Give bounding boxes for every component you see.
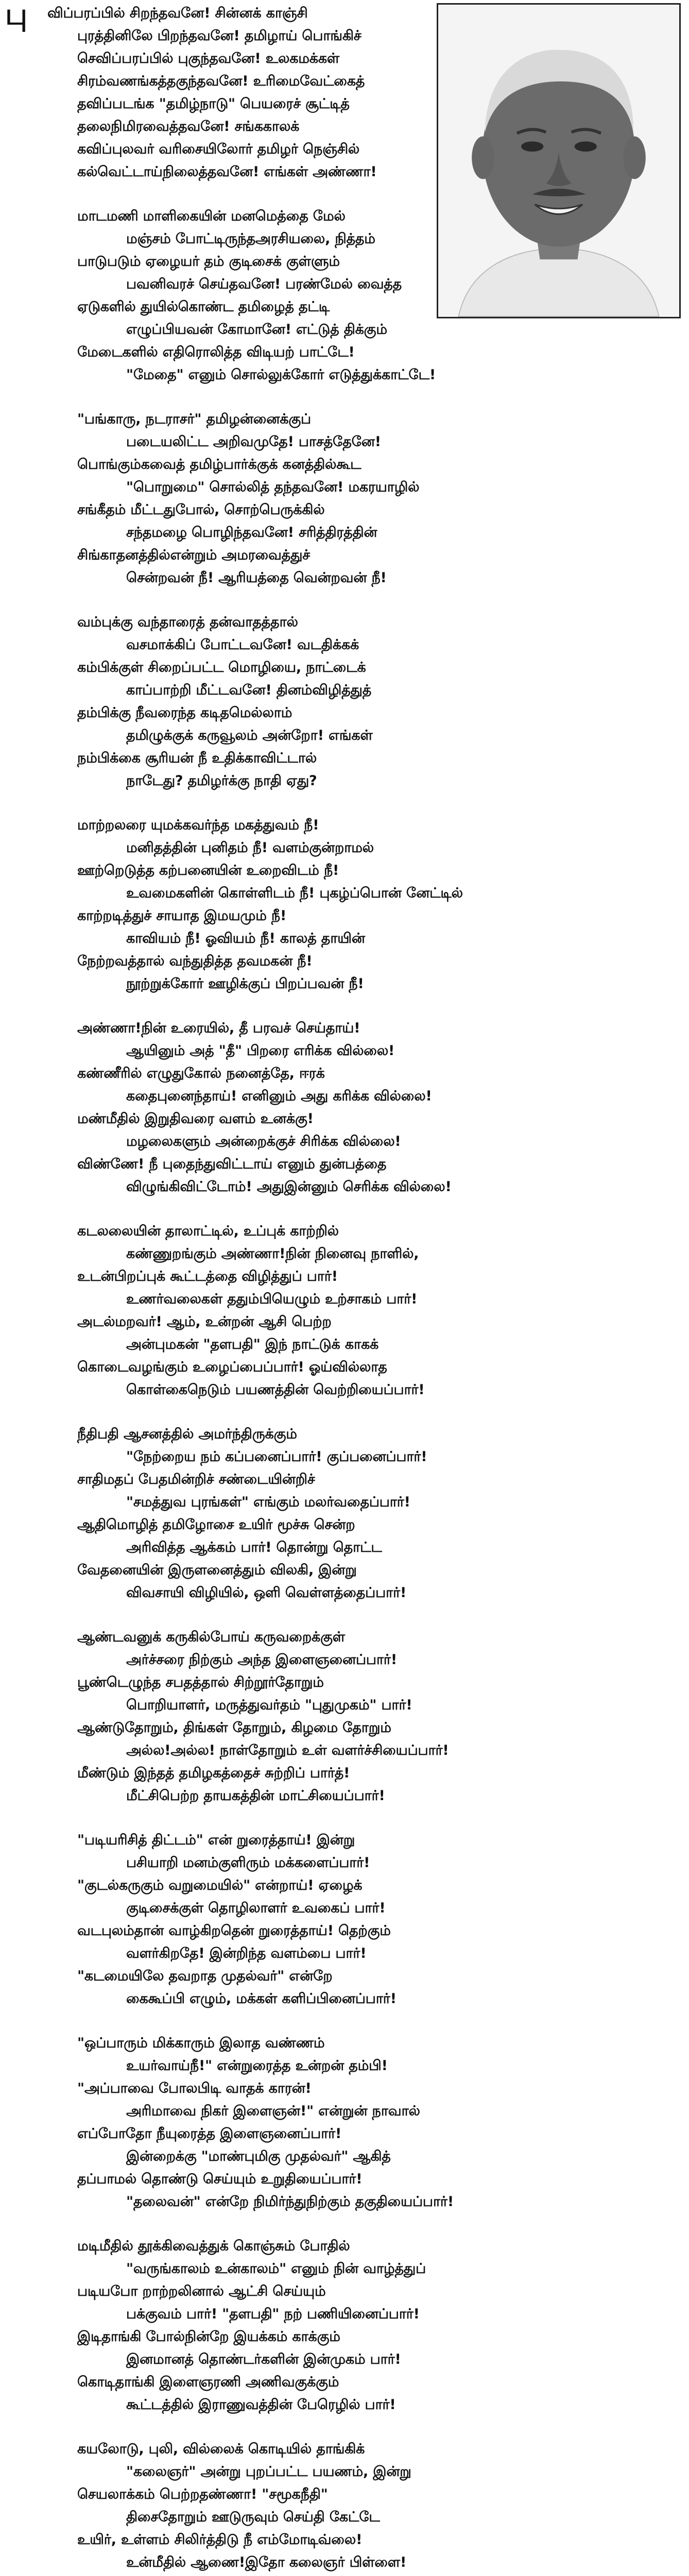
poem-line: "நேற்றைய நம் கப்பனைப்பார்! குப்பனைப்பார்! bbox=[126, 1449, 427, 1465]
poem-line: கதைபுனைந்தாய்! எனினும் அது கரிக்க வில்லை! bbox=[126, 1088, 432, 1104]
poem-line: கொள்கைநெடும் பயணத்தின் வெற்றியைப்பார்! bbox=[126, 1382, 425, 1398]
poem-line: இனமானத் தொண்டர்களின் இன்முகம் பார்! bbox=[126, 2351, 401, 2367]
poem-line: பவனிவரச் செய்தவனே! பரண்மேல் வைத்த bbox=[126, 276, 402, 292]
poem-line: உன்மீதில் ஆணை!இதோ கலைஞர் பிள்ளை! bbox=[126, 2554, 407, 2570]
poem-line: சிங்காதனத்தில்என்றும் அமரவைத்துச் bbox=[77, 547, 311, 563]
poem-line: மீட்சிபெற்ற தாயகத்தின் மாட்சியைப்பார்! bbox=[126, 1788, 385, 1804]
poem-line: உவமைகளின் கொள்ளிடம் நீ! புகழ்ப்பொன் னேட்டில் bbox=[126, 885, 463, 901]
poem-line: நீதிபதி ஆசனத்தில் அமர்ந்திருக்கும் bbox=[77, 1426, 297, 1442]
poem-line: வேதனையின் இருளனைத்தும் விலகி, இன்று bbox=[77, 1562, 357, 1578]
poem-line: வசமாக்கிப் போட்டவனே! வடதிக்கக் bbox=[126, 637, 359, 653]
poem-line: திசைதோறும் ஊடுருவும் செய்தி கேட்டே bbox=[126, 2509, 380, 2525]
poem-line: "கடமையிலே தவறாத முதல்வர்" என்றே bbox=[77, 1968, 333, 1984]
poem-line: கூட்டத்தில் இராணுவத்தின் பேரெழில் பார்! bbox=[126, 2397, 396, 2413]
poem-line: காப்பாற்றி மீட்டவனே! தினம்விழித்துத் bbox=[126, 682, 372, 698]
poem-line: மாடமணி மாளிகையின் மனமெத்தை மேல் bbox=[77, 208, 346, 224]
poem-line: தம்பிக்கு நீவரைந்த கடிதமெல்லாம் bbox=[77, 705, 292, 721]
poem-line: மீண்டும் இந்தத் தமிழகத்தைச் சுற்றிப் பார்த்! bbox=[77, 1765, 350, 1781]
poem-line: கயலோடு, புலி, வில்லைக் கொடியில் தாங்கிக் bbox=[77, 2441, 365, 2457]
poem-line: உடன்பிறப்புக் கூட்டத்தை விழித்துப் பார்! bbox=[77, 1268, 338, 1284]
poem-line: பூண்டெழுந்த சபதத்தால் சிற்றூர்தோறும் bbox=[77, 1674, 324, 1690]
poem-line: உயர்வாய்நீ!" என்றுரைத்த உன்றன் தம்பி! bbox=[126, 2058, 388, 2074]
poem-line: வளர்கிறதே! இன்றிந்த வளம்பை பார்! bbox=[126, 1945, 367, 1961]
poem-line: பசியாறி மனம்குளிரும் மக்களைப்பார்! bbox=[126, 1855, 370, 1871]
poem-line: தலைநிமிரவைத்தவனே! சங்ககாலக் bbox=[77, 118, 300, 134]
poem-line: வம்புக்கு வந்தாரைத் தன்வாதத்தால் bbox=[77, 614, 298, 630]
poem-line: அன்புமகன் "தளபதி" இந் நாட்டுக் காகக் bbox=[126, 1336, 379, 1352]
poem-line: "குடல்கருகும் வறுமையில்" என்றாய்! ஏழைக் bbox=[77, 1877, 363, 1893]
poem-line: விழுங்கிவிட்டோம்! அதுஇன்னும் செரிக்க வில்லை! bbox=[126, 1179, 452, 1195]
poem-line: "பங்காரு, நடராசர்" தமிழன்னைக்குப் bbox=[77, 411, 311, 427]
poem-line: அர்ச்சரை நிற்கும் அந்த இளைஞனைப்பார்! bbox=[126, 1652, 397, 1668]
poem-line: வடபுலம்தான் வாழ்கிறதென் றுரைத்தாய்! தெற்கும் bbox=[77, 1923, 391, 1939]
poem-line: படையலிட்ட அறிவமுதே! பாசத்தேனே! bbox=[126, 434, 381, 450]
poem-line: மனிதத்தின் புனிதம் நீ! வளம்குன்றாமல் bbox=[126, 840, 374, 856]
poem-line: செயலாக்கம் பெற்றதண்ணா! "சமூகநீதி" bbox=[77, 2486, 328, 2502]
poem-line: மழலைகளும் அன்றைக்குச் சிரிக்க வில்லை! bbox=[126, 1133, 401, 1149]
poem-line: எழுப்பியவன் கோமானே! எட்டுத் திக்கும் bbox=[126, 321, 387, 337]
poem-line: "வருங்காலம் உன்காலம்" எனும் நின் வாழ்த்துப் bbox=[126, 2261, 426, 2277]
poem-line: உணர்வலைகள் ததும்பியெழும் உற்சாகம் பார்! bbox=[126, 1291, 418, 1307]
poem-line: "அப்பாவை போலபிடி வாதக் காரன்! bbox=[77, 2080, 312, 2096]
portrait-illustration bbox=[438, 5, 679, 317]
poem-line: ஆதிமொழித் தமிழோசை உயிர் மூச்சு சென்ற bbox=[77, 1517, 355, 1533]
poem-line: "தலைவன்" என்றே நிமிர்ந்துநிற்கும் தகுதியைப்பார்! bbox=[126, 2194, 454, 2210]
poem-line: கம்பிக்குள் சிறைப்பட்ட மொழியை, நாட்டைக் bbox=[77, 659, 366, 675]
poem-line: மடிமீதில் தூக்கிவைத்துக் கொஞ்சும் போதில் bbox=[77, 2238, 350, 2254]
poem-line: பொறியாளர், மருத்துவர்தம் "புதுமுகம்" பார்! bbox=[126, 1697, 412, 1713]
poem-line: சங்கீதம் மீட்டதுபோல், சொற்பெருக்கில் bbox=[77, 502, 325, 518]
poem-line: அண்ணா!நின் உரையில், தீ பரவச் செய்தாய்! bbox=[77, 1020, 360, 1036]
poem-line: "கலைஞர்" அன்று புறப்பட்ட பயணம், இன்று bbox=[126, 2464, 411, 2480]
poem-line: "சமத்துவ புரங்கள்" எங்கும் மலர்வதைப்பார்! bbox=[126, 1494, 410, 1510]
poem-line: கடலலையின் தாலாட்டில், உப்புக் காற்றில் bbox=[77, 1223, 339, 1239]
poem-line: புரத்தினிலே பிறந்தவனே! தமிழாய் பொங்கிச் bbox=[77, 28, 361, 44]
poem-line: அடல்மறவர்! ஆம், உன்றன் ஆசி பெற்ற bbox=[77, 1314, 332, 1330]
poem-line: "மேதை" எனும் சொல்லுக்கோர் எடுத்துக்காட்டே! bbox=[126, 367, 436, 383]
poem-line: கண்ணீரில் எழுதுகோல் நனைத்தே, ஈரக் bbox=[77, 1065, 325, 1081]
poem-line: சிரம்வணங்கத்தகுந்தவனே! உரிமைவேட்கைத் bbox=[77, 73, 365, 89]
poem-line: அரிவித்த ஆக்கம் பார்! தொன்று தொட்ட bbox=[126, 1539, 382, 1555]
poem-line: கல்வெட்டாய்நிலைத்தவனே! எங்கள் அண்ணா! bbox=[77, 164, 377, 180]
poem-line: காவியம் நீ! ஓவியம் நீ! காலத் தாயின் bbox=[126, 930, 365, 946]
poem-line: பக்குவம் பார்! "தளபதி" நற் பணியினைப்பார்! bbox=[126, 2306, 420, 2322]
poem-line: மேடைகளில் எதிரொலித்த விடியற் பாட்டே! bbox=[77, 344, 355, 360]
poem-line: கவிப்புலவர் வரிசையிலோர் தமிழர் நெஞ்சில் bbox=[77, 141, 360, 157]
poem-line: ஆயினும் அத் "தீ" பிறரை எரிக்க வில்லை! bbox=[126, 1043, 395, 1059]
poem-line: தப்பாமல் தொண்டு செய்யும் உறுதியைப்பார்! bbox=[77, 2171, 363, 2187]
poem-line: மண்மீதில் இறுதிவரை வளம் உனக்கு! bbox=[77, 1111, 314, 1127]
poem-line: விப்பரப்பில் சிறந்தவனே! சின்னக் காஞ்சி bbox=[47, 5, 308, 21]
poem-line: கண்ணுறங்கும் அண்ணா!நின் நினைவு நாளில், bbox=[126, 1246, 419, 1262]
poem-line: "ஒப்பாரும் மிக்காரும் இலாத வண்ணம் bbox=[77, 2035, 325, 2051]
poem-line: நாடேது? தமிழர்க்கு நாதி ஏது? bbox=[126, 773, 317, 789]
poem-line: ஆண்டுதோறும், திங்கள் தோறும், கிழமை தோறும் bbox=[77, 1720, 391, 1736]
poem-line: கொடைவழங்கும் உழைப்பைப்பார்! ஓய்வில்லாத bbox=[77, 1359, 387, 1375]
poem-line: தவிப்படங்க "தமிழ்நாடு" பெயரைச் சூட்டித் bbox=[77, 96, 350, 112]
poem-line: சாதிமதப் பேதமின்றிச் சண்டையின்றிச் bbox=[77, 1471, 315, 1487]
poem-line: படியபோ றாற்றலினால் ஆட்சி செய்யும் bbox=[77, 2283, 326, 2299]
poem-line: மாற்றலரை யுமக்கவர்ந்த மகத்துவம் நீ! bbox=[77, 817, 319, 833]
poem-line: சென்றவன் நீ! ஆரியத்தை வென்றவன் நீ! bbox=[126, 570, 387, 586]
poem-line: இன்றைக்கு "மாண்புமிகு முதல்வர்" ஆகித் bbox=[126, 2148, 391, 2164]
poem-line: ஏடுகளில் துயில்கொண்ட தமிழைத் தட்டி bbox=[77, 299, 330, 315]
poem-line: விண்ணே! நீ புதைந்துவிட்டாய் எனும் துன்பத்தை bbox=[77, 1156, 387, 1172]
poem-line: அல்ல!அல்ல! நாள்தோறும் உள் வளர்ச்சியைப்பார்! bbox=[126, 1742, 449, 1758]
poem-line: தமிழுக்குக் கருவூலம் அன்றோ! எங்கள் bbox=[126, 727, 373, 743]
poem-line: இடிதாங்கி போல்நின்றே இயக்கம் காக்கும் bbox=[77, 2329, 340, 2345]
poem-line: விவசாயி விழியில், ஒளி வெள்ளத்தைப்பார்! bbox=[126, 1585, 407, 1601]
poem-line: நம்பிக்கை சூரியன் நீ உதிக்காவிட்டால் bbox=[77, 750, 317, 766]
poem-line: "பொறுமை" சொல்லித் தந்தவனே! மகரயாழில் bbox=[126, 479, 420, 495]
poem-line: கொடிதாங்கி இளைஞரணி அணிவகுக்கும் bbox=[77, 2374, 339, 2390]
poem-line: நேற்றவத்தால் வந்துதித்த தவமகன் நீ! bbox=[77, 953, 313, 969]
poem-line: காற்றடித்துச் சாயாத இமயமும் நீ! bbox=[77, 908, 287, 924]
poem-line: உயிர், உள்ளம் சிலிர்த்திடு நீ எம்மோடிவ்லை! bbox=[77, 2532, 363, 2548]
poem-line: நூற்றுக்கோர் ஊழிக்குப் பிறப்பவன் நீ! bbox=[126, 976, 364, 992]
poem-line: அரிமாவை நிகர் இளைஞன்!" என்றுன் நாவால் bbox=[126, 2103, 420, 2119]
poem-line: பாடுபடும் ஏழையர் தம் குடிசைக் குள்ளும் bbox=[77, 253, 340, 269]
poem-line: செவிப்பரப்பில் புகுந்தவனே! உலகமக்கள் bbox=[77, 50, 340, 66]
poem-line: பொங்கும்கவைத் தமிழ்பார்க்குக் கனத்தில்கூட bbox=[77, 456, 361, 472]
poem-line: சந்தமழை பொழிந்தவனே! சரித்திரத்தின் bbox=[126, 524, 377, 540]
portrait-photo bbox=[437, 3, 681, 318]
drop-cap: பு bbox=[5, 0, 28, 31]
poem-line: ஊற்றெடுத்த கற்பனையின் உறைவிடம் நீ! bbox=[77, 862, 339, 878]
poem-line: கைகூப்பி எழும், மக்கள் களிப்பினைப்பார்! bbox=[126, 1991, 397, 2007]
poem-line: எப்போதோ நீயுரைத்த இளைஞனைப்பார்! bbox=[77, 2126, 342, 2142]
poem-line: "படியரிசித் திட்டம்" என் றுரைத்தாய்! இன்று bbox=[77, 1832, 355, 1848]
poem-line: குடிசைக்குள் தொழிலாளர் உவகைப் பார்! bbox=[126, 1900, 386, 1916]
poem-line: ஆண்டவனுக் கருகில்போய் கருவறைக்குள் bbox=[77, 1629, 345, 1645]
poem-line: மஞ்சம் போட்டிருந்தஅரசியலை, நித்தம் bbox=[126, 231, 375, 247]
